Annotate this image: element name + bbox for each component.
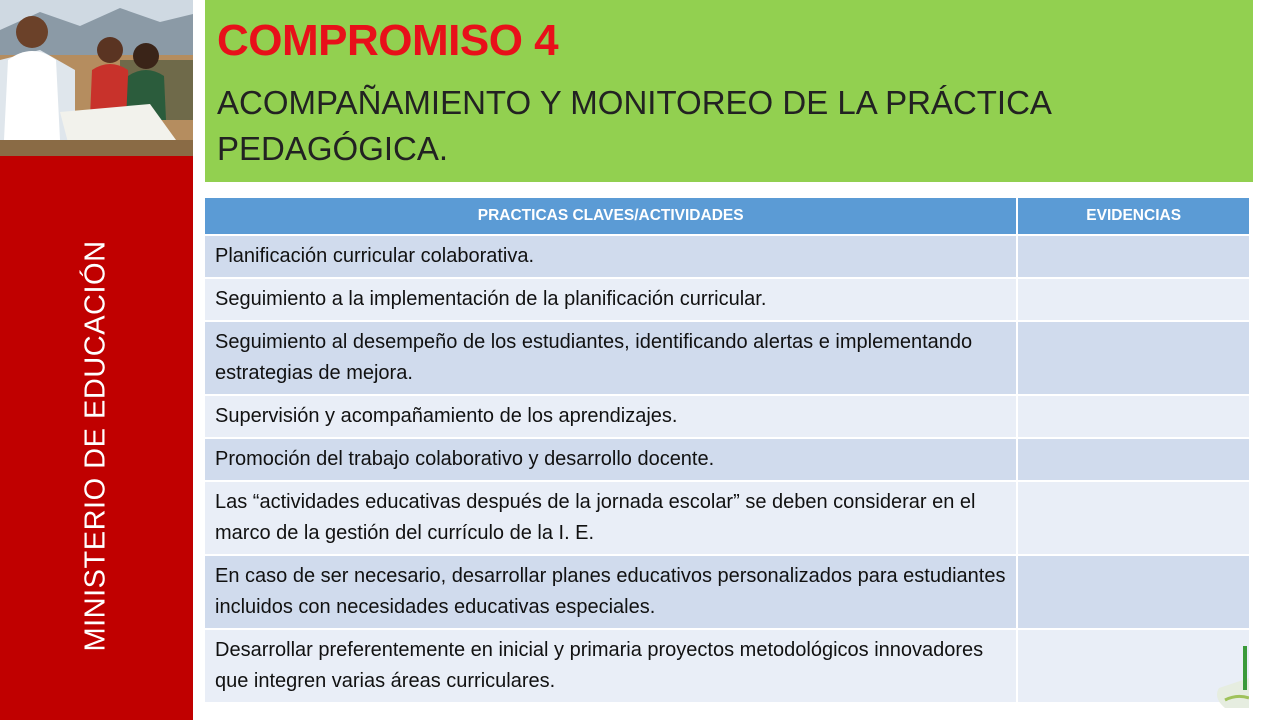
logo-icon <box>1205 628 1249 708</box>
table-row <box>205 395 1249 438</box>
table-row <box>205 629 1249 702</box>
evidence-cell <box>1017 555 1249 629</box>
evidence-cell <box>1017 235 1249 278</box>
page-title: COMPROMISO 4 <box>217 16 559 65</box>
evidence-cell <box>1017 278 1249 321</box>
practices-table <box>205 198 1249 702</box>
teacher-students-photo <box>0 0 193 156</box>
activity-cell: Planificación curricular colaborativa. <box>205 235 1017 278</box>
table-row <box>205 481 1249 555</box>
title-banner <box>205 0 1253 182</box>
activity-cell: Seguimiento a la implementación de la planificación curricular. <box>205 278 1017 321</box>
activity-cell: Seguimiento al desempeño de los estudiantes, identificando alertas e implementando estrategias de mejora. <box>205 321 1017 395</box>
column-header-evidence: EVIDENCIAS <box>1017 198 1249 235</box>
table-header-row <box>205 198 1249 235</box>
activity-cell: Promoción del trabajo colaborativo y desarrollo docente. <box>205 438 1017 481</box>
ministry-label: MINISTERIO DE EDUCACIÓN <box>79 240 112 652</box>
activity-cell: Desarrollar preferentemente en inicial y primaria proyectos metodológicos innovadores que integren varias áreas curriculares. <box>205 629 1017 702</box>
logo-fragment <box>1205 628 1249 708</box>
activity-cell: Supervisión y acompañamiento de los aprendizajes. <box>205 395 1017 438</box>
activity-cell: Las “actividades educativas después de la jornada escolar” se deben considerar en el marco de la gestión del currículo de la I. E. <box>205 481 1017 555</box>
table-row <box>205 235 1249 278</box>
header-photo <box>0 0 193 156</box>
evidence-cell <box>1017 481 1249 555</box>
evidence-cell <box>1017 321 1249 395</box>
table-row <box>205 278 1249 321</box>
activity-cell: En caso de ser necesario, desarrollar planes educativos personalizados para estudiantes incluidos con necesidades educativas especiales. <box>205 555 1017 629</box>
page-subtitle: ACOMPAÑAMIENTO Y MONITOREO DE LA PRÁCTICA PEDAGÓGICA. <box>217 84 1051 167</box>
table-row <box>205 321 1249 395</box>
column-header-activities: PRACTICAS CLAVES/ACTIVIDADES <box>205 198 1017 235</box>
table-row <box>205 438 1249 481</box>
table-row <box>205 555 1249 629</box>
evidence-cell <box>1017 438 1249 481</box>
evidence-cell <box>1017 395 1249 438</box>
